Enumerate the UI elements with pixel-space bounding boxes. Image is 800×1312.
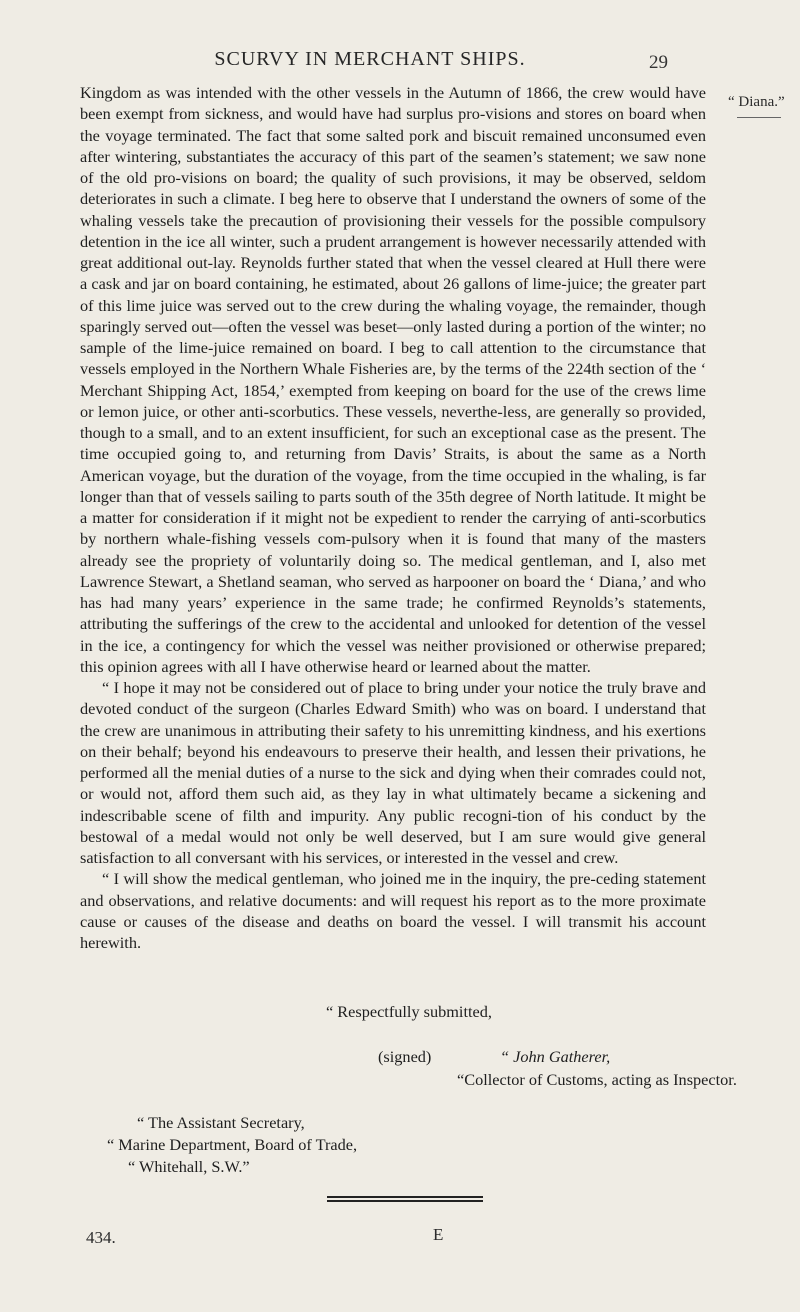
running-head: SCURVY IN MERCHANT SHIPS. [214,48,526,70]
addressee-line-3: “ Whitehall, S.W.” [128,1157,250,1176]
closing-rule-top [327,1196,483,1198]
signer-title: “Collector of Customs, acting as Inspector. [457,1070,737,1089]
paragraph-1: Kingdom as was intended with the other vessels in the Autumn of 1866, the crew would have been exempt from sickness, and would have had surplus pro-visions and stores on board when the voyage terminated. The fact that some salted pork and biscuit remained unconsumed even after wintering, substantiates the accuracy of this part of the seamen’s statement; we saw none of the old pro-visions on board; the quality of such provisions, it may be observed, seldom deteriorates in such a climate. I beg here to observe that I understand the owners of some of the whaling vessels take the precaution of provisioning their vessels for the possible compulsory detention in the ice all winter, such a prudent arrangement is however necessarily attended with great additional out-lay. Reynolds further stated that when the vessel cleared at Hull there were a cask and jar on board containing, he estimated, about 26 gallons of lime-juice; the greater part of this lime juice was served out to the crew during the whaling voyage, the remainder, though sparingly served out—often the vessel was beset—only lasted during a portion of the winter; no sample of the lime-juice remained on board. I beg to call attention to the circumstance that vessels employed in the Northern Whale Fisheries are, by the terms of the 224th section of the ‘ Merchant Shipping Act, 1854,’ exempted from keeping on board for the use of the crews lime or lemon juice, or other anti-scorbutics. These vessels, neverthe-less, are generally so provided, though to a small, and to an extent insufficient, for such an exceptional case as the present. The time occupied going to, and returning from Davis’ Straits, is about the same as a North American voyage, but the duration of the voyage, from the time occupied in the whaling, is far longer than that of vessels sailing to parts south of the 35th degree of North latitude. It might be a matter for consideration if it might not be expedient to render the carrying of anti-scorbutics by northern whale-fishing vessels com-pulsory when it is found that many of the masters already see the propriety of voluntarily doing so. The medical gentleman, and I, also met Lawrence Stewart, a Shetland seaman, who served as harpooner on board the ‘ Diana,’ and who has had many years’ experience in the same trade; he confirmed Reynolds’s statements, attributing the sufferings of the crew to the accidental and unlooked for detention of the vessel in the ice, a contingency for which the vessel was neither provisioned or otherwise prepared; this opinion agrees with all I have otherwise heard or learned about the matter. [80,83,706,676]
signoff-block [80,0,737,1312]
print-mark: 434. [86,1228,116,1247]
addressee-line-1: “ The Assistant Secretary, [137,1113,305,1132]
margin-note-underline [737,117,781,118]
signature-letter: E [433,1225,444,1244]
closing-rule-bottom [327,1200,483,1202]
page-number: 29 [649,52,668,73]
addressee-line-2: “ Marine Department, Board of Trade, [107,1135,358,1154]
margin-note: “ Diana.” [728,94,785,110]
paragraph-3: “ I will show the medical gentleman, who joined me in the inquiry, the pre-ceding statement and observations, and relative documents: and will request his report as to the more proximate cause or causes of the disease and deaths on board the vessel. I will transmit his account herewith. [80,869,706,952]
signer-name: “ John Gatherer, [500,1047,611,1066]
respectfully-submitted: “ Respectfully submitted, [326,1002,492,1021]
paragraph-2: “ I hope it may not be considered out of place to bring under your notice the truly brave and devoted conduct of the surgeon (Charles Edward Smith) who was on board. I understand that the crew are unanimous in attributing their safety to his unremitting kindness, and his exertions on their behalf; beyond his endeavours to preserve their health, and lessen their privations, he performed all the menial duties of a nurse to the sick and dying when their comrades could not, or would not, afford them such aid, as they lay in what ultimately became a sickening and indescribable scene of filth and impurity. Any public recogni-tion of his conduct by the bestowal of a medal would not only be well deserved, but I am sure would give general satisfaction to all conversant with his services, or interested in the vessel and crew. [80,678,706,867]
signed-label: (signed) [378,1047,432,1066]
